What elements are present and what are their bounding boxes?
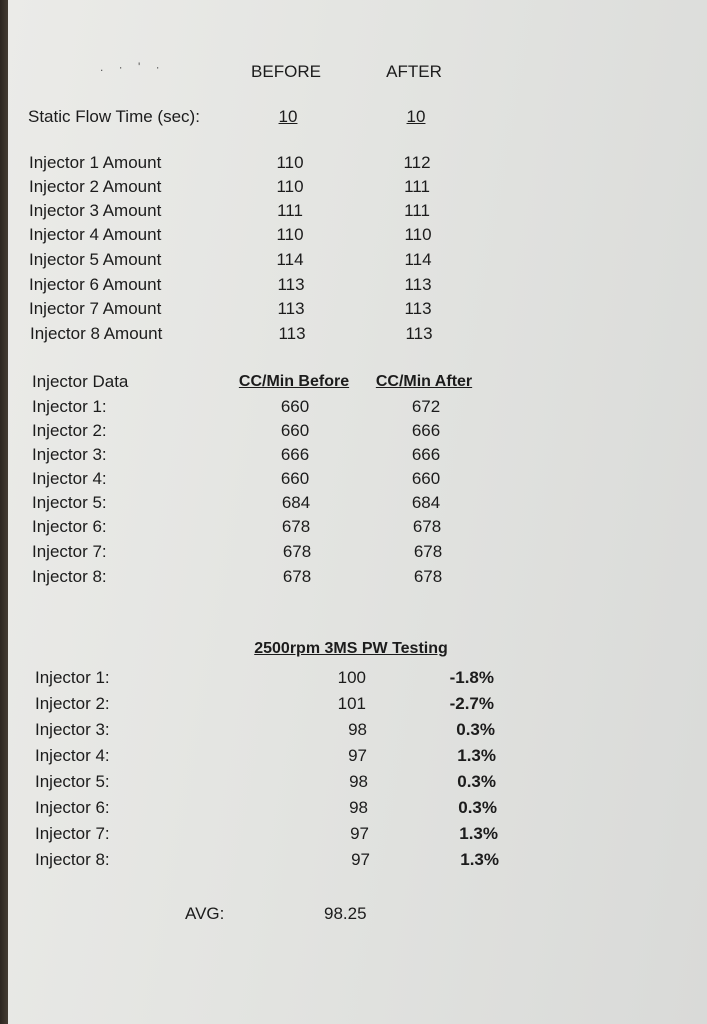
pw-percent: 1.3% [460,850,499,869]
amount-label: Injector 4 Amount [29,225,162,244]
cc-after-value: 660 [411,469,441,488]
cc-after-value: 684 [411,493,441,512]
amount-before: 113 [278,324,306,343]
amount-row [8,224,707,248]
amount-row [8,249,707,273]
pw-percent: -1.8% [449,668,494,687]
injector-data-row [8,444,707,468]
amount-row [8,298,707,322]
injector-data-label: Injector 7: [32,542,107,561]
amount-label: Injector 7 Amount [29,299,162,318]
pw-testing-title: 2500rpm 3MS PW Testing [254,640,448,657]
cc-before-value: 678 [282,542,312,561]
pw-row [8,667,707,691]
pw-testing-header [8,638,707,662]
header-before: BEFORE [251,62,321,81]
pw-value: 101 [337,694,366,713]
cc-before-value: 678 [281,517,311,536]
injector-data-label: Injector 6: [32,517,107,536]
amount-row [8,323,707,347]
injector-data-header [8,371,707,395]
pw-value: 98 [349,772,368,791]
static-flow-label: Static Flow Time (sec): [28,107,200,126]
amount-label: Injector 3 Amount [29,201,162,220]
amount-row [8,176,707,200]
injector-data-row [8,566,707,590]
cc-min-after-header: CC/Min After [375,373,473,390]
pw-row [8,719,707,743]
pw-label: Injector 4: [35,746,110,765]
header-row [8,61,707,85]
cc-min-before-header: CC/Min Before [238,373,350,390]
pw-label: Injector 1: [35,668,110,687]
injector-data-label: Injector 4: [32,469,107,488]
pw-value: 100 [337,668,366,687]
amount-label: Injector 1 Amount [29,153,162,172]
injector-data-row [8,396,707,420]
injector-data-label: Injector 1: [32,397,107,416]
amount-before: 113 [277,299,305,318]
amount-row [8,274,707,298]
amount-before: 110 [276,153,304,172]
print-specks: . · ' · [100,60,166,74]
injector-data-row [8,420,707,444]
pw-row [8,771,707,795]
static-flow-before: 10 [278,107,298,126]
amount-label: Injector 6 Amount [29,275,162,294]
static-flow-after: 10 [406,107,426,126]
pw-row [8,693,707,717]
injector-data-label: Injector 5: [32,493,107,512]
injector-data-row [8,492,707,516]
pw-percent: 0.3% [457,772,496,791]
cc-after-value: 678 [413,567,443,586]
header-after: AFTER [386,62,442,81]
pw-value: 97 [350,824,369,843]
pw-row [8,745,707,769]
amount-after: 112 [403,153,431,172]
printed-sheet [8,0,707,1024]
cc-after-value: 666 [411,445,441,464]
pw-row [8,849,707,873]
pw-value: 98 [349,798,368,817]
injector-data-label: Injector 2: [32,421,107,440]
pw-row [8,823,707,847]
amount-row [8,152,707,176]
pw-label: Injector 3: [35,720,110,739]
pw-percent: 0.3% [458,798,497,817]
amount-label: Injector 5 Amount [29,250,162,269]
cc-before-value: 666 [280,445,310,464]
amount-after: 113 [405,324,433,343]
cc-after-value: 666 [411,421,441,440]
cc-before-value: 660 [280,397,310,416]
pw-row [8,797,707,821]
cc-after-value: 672 [411,397,441,416]
amount-before: 113 [277,275,305,294]
pw-percent: -2.7% [449,694,494,713]
avg-value: 98.25 [324,904,367,923]
pw-value: 97 [351,850,370,869]
amount-before: 114 [276,250,304,269]
injector-data-row [8,541,707,565]
amount-after: 113 [404,275,432,294]
amount-label: Injector 8 Amount [30,324,163,343]
cc-before-value: 660 [280,469,310,488]
cc-before-value: 660 [280,421,310,440]
injector-data-row [8,468,707,492]
pw-percent: 1.3% [459,824,498,843]
pw-label: Injector 7: [35,824,110,843]
amount-before: 111 [277,201,303,220]
static-flow-row [8,106,707,130]
injector-data-label: Injector 8: [32,567,107,586]
amount-row [8,200,707,224]
pw-label: Injector 2: [35,694,110,713]
pw-label: Injector 8: [35,850,110,869]
amount-before: 110 [276,225,304,244]
cc-before-value: 684 [281,493,311,512]
pw-percent: 1.3% [457,746,496,765]
amount-before: 110 [276,177,304,196]
pw-percent: 0.3% [456,720,495,739]
avg-row [8,903,707,927]
pw-value: 97 [348,746,367,765]
amount-after: 110 [404,225,432,244]
amount-after: 113 [404,299,432,318]
pw-value: 98 [348,720,367,739]
injector-data-title: Injector Data [32,372,129,391]
amount-after: 111 [404,177,430,196]
amount-label: Injector 2 Amount [29,177,162,196]
avg-label: AVG: [185,904,225,923]
cc-before-value: 678 [282,567,312,586]
cc-after-value: 678 [413,542,443,561]
amount-after: 114 [404,250,432,269]
injector-data-label: Injector 3: [32,445,107,464]
cc-after-value: 678 [412,517,442,536]
injector-data-row [8,516,707,540]
pw-label: Injector 6: [35,798,110,817]
amount-after: 111 [404,201,430,220]
pw-label: Injector 5: [35,772,110,791]
